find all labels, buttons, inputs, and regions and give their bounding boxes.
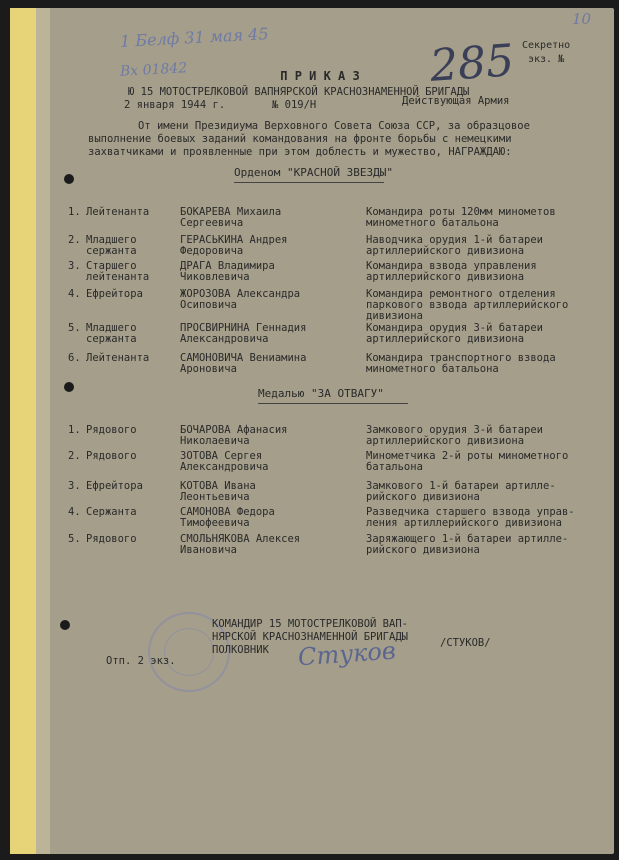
rank-cell: Рядового — [86, 533, 137, 545]
name-cell: Ивановича — [180, 544, 237, 556]
section-heading: Медалью "ЗА ОТВАГУ" — [258, 387, 384, 400]
row-number: 1. — [68, 424, 81, 436]
name-cell: ЖОРОЗОВА Александра — [180, 288, 301, 300]
duty-cell: Командира роты 120мм минометов — [366, 206, 556, 218]
row-number: 4. — [68, 506, 81, 518]
name-cell: Сергеевича — [180, 217, 244, 229]
name-cell: ЗОТОВА Сергея — [180, 450, 263, 462]
handwritten-signature: Стуков — [297, 636, 397, 672]
preamble-line: От имени Президиума Верховного Совета Союза ССР, за образцовое — [138, 120, 530, 132]
duty-cell: Наводчика орудия 1-й батареи — [366, 234, 544, 246]
name-cell: САМОНОВА Федора — [180, 506, 275, 518]
handwritten-number: 285 — [428, 35, 516, 92]
name-cell: САМОНОВИЧА Вениамина — [180, 352, 307, 364]
duty-cell: артиллерийского дивизиона — [366, 435, 525, 447]
name-cell: Осиповича — [180, 299, 237, 311]
rank-cell: сержанта — [86, 245, 137, 257]
incoming-number: Вх 01842 — [119, 60, 188, 80]
duty-cell: артиллерийского дивизиона — [366, 271, 525, 283]
copies-note: Отп. 2 экз. — [106, 655, 176, 667]
duty-cell: паркового взвода артиллерийского — [366, 299, 569, 311]
name-cell: Леонтьевича — [180, 491, 250, 503]
signature-rank: ПОЛКОВНИК — [212, 644, 269, 656]
row-number: 2. — [68, 234, 81, 246]
preamble-line: выполнение боевых заданий командования на фронте борьбы с немецкими — [88, 133, 512, 145]
duty-cell: Заряжающего 1-й батареи артилле- — [366, 533, 569, 545]
duty-cell: артиллерийского дивизиона — [366, 333, 525, 345]
rank-cell: Ефрейтора — [86, 288, 143, 300]
duty-cell: рийского дивизиона — [366, 491, 480, 503]
punch-hole — [64, 174, 74, 184]
order-title: П Р И К А З — [280, 69, 360, 83]
duty-cell: артиллерийского дивизиона — [366, 245, 525, 257]
row-number: 5. — [68, 322, 81, 334]
rank-cell: Лейтенанта — [86, 352, 150, 364]
name-cell: Тимофеевича — [180, 517, 250, 529]
binding-tape — [10, 8, 36, 854]
duty-cell: Командира взвода управления — [366, 260, 537, 272]
signatory-name: /СТУКОВ/ — [440, 637, 491, 649]
army-label: Действующая Армия — [402, 95, 510, 107]
name-cell: ДРАГА Владимира — [180, 260, 275, 272]
duty-cell: дивизиона — [366, 310, 423, 322]
secret-mark: Секретно — [522, 40, 571, 51]
name-cell: Федоровича — [180, 245, 244, 257]
rank-cell: Рядового — [86, 424, 137, 436]
name-cell: Александровича — [180, 461, 269, 473]
rank-cell: Младшего — [86, 234, 137, 246]
tape-shadow — [36, 8, 50, 854]
row-number: 5. — [68, 533, 81, 545]
name-cell: СМОЛЬНЯКОВА Алексея — [180, 533, 301, 545]
signature-line: НЯРСКОЙ КРАСНОЗНАМЕННОЙ БРИГАДЫ — [212, 631, 408, 643]
row-number: 2. — [68, 450, 81, 462]
duty-cell: Командира орудия 3-й батареи — [366, 322, 544, 334]
name-cell: Александровича — [180, 333, 269, 345]
section-heading: Орденом "КРАСНОЙ ЗВЕЗДЫ" — [234, 166, 393, 179]
order-number: № 019/Н — [272, 99, 317, 111]
rank-cell: Рядового — [86, 450, 137, 462]
duty-cell: Минометчика 2-й роты минометного — [366, 450, 569, 462]
name-cell: КОТОВА Ивана — [180, 480, 256, 492]
rank-cell: сержанта — [86, 333, 137, 345]
name-cell: БОКАРЕВА Михаила — [180, 206, 282, 218]
duty-cell: Командира транспортного взвода — [366, 352, 556, 364]
row-number: 3. — [68, 260, 81, 272]
name-cell: Чиковлевича — [180, 271, 250, 283]
rank-cell: Лейтенанта — [86, 206, 150, 218]
page-number: 10 — [572, 10, 592, 28]
duty-cell: батальона — [366, 461, 423, 473]
row-number: 6. — [68, 352, 81, 364]
row-number: 3. — [68, 480, 81, 492]
brigade-line: Ю 15 МОТОСТРЕЛКОВОЙ ВАПНЯРСКОЙ КРАСНОЗНАМЕННОЙ БРИГАДЫ — [128, 86, 470, 98]
duty-cell: Командира ремонтного отделения — [366, 288, 556, 300]
name-cell: ПРОСВИРНИНА Геннадия — [180, 322, 307, 334]
duty-cell: минометного батальона — [366, 363, 499, 375]
punch-hole — [60, 620, 70, 630]
duty-cell: ления артиллерийского дивизиона — [366, 517, 562, 529]
punch-hole — [64, 382, 74, 392]
rank-cell: Старшего — [86, 260, 137, 272]
duty-cell: Замкового 1-й батареи артилле- — [366, 480, 556, 492]
name-cell: Николаевича — [180, 435, 250, 447]
duty-cell: рийского дивизиона — [366, 544, 480, 556]
row-number: 1. — [68, 206, 81, 218]
rank-cell: лейтенанта — [86, 271, 150, 283]
name-cell: ГЕРАСЬКИНА Андрея — [180, 234, 288, 246]
duty-cell: минометного батальона — [366, 217, 499, 229]
order-date: 2 января 1944 г. — [124, 99, 226, 111]
archive-note: 1 Белф 31 мая 45 — [119, 24, 269, 51]
rank-cell: Младшего — [86, 322, 137, 334]
name-cell: Ароновича — [180, 363, 237, 375]
rank-cell: Сержанта — [86, 506, 137, 518]
preamble-line: захватчиками и проявленные при этом доблесть и мужество, НАГРАЖДАЮ: — [88, 146, 512, 158]
duty-cell: Замкового орудия 3-й батареи — [366, 424, 544, 436]
name-cell: БОЧАРОВА Афанасия — [180, 424, 288, 436]
row-number: 4. — [68, 288, 81, 300]
copy-mark: экз. № — [528, 54, 565, 65]
rank-cell: Ефрейтора — [86, 480, 143, 492]
duty-cell: Разведчика старшего взвода управ- — [366, 506, 575, 518]
signature-line: КОМАНДИР 15 МОТОСТРЕЛКОВОЙ ВАП- — [212, 618, 408, 630]
